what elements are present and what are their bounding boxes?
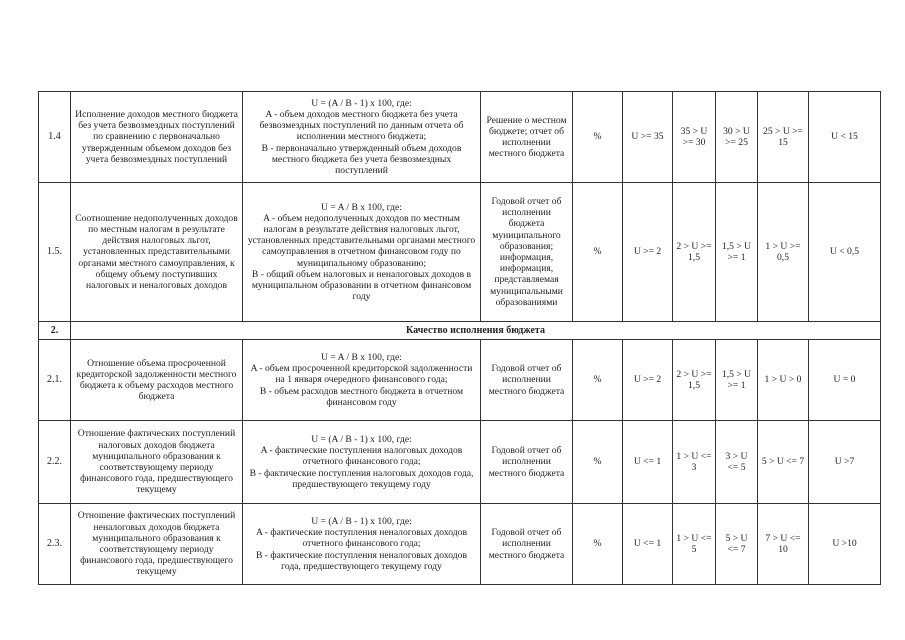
indicator-name: Отношение фактических поступлений налоговых доходов бюджета муниципального образования к соответствующему периоду финансового года, предшествующего текущему	[71, 421, 243, 504]
score-criterion-1: U <= 1	[623, 504, 673, 585]
indicator-unit: %	[573, 421, 623, 504]
indicator-formula: U = A / B x 100, где: A - объем недополученных доходов по местным налогам в результате действия налоговых льгот, установленных представительными органами местного самоуправления в отчетном финансовом году по муниципальному образованию; B - общий объем налоговых и неналоговых доходов в муниципальном образовании в отчетном финансовом году	[243, 183, 481, 322]
indicator-source: Решение о местном бюджете; отчет об исполнении местного бюджета	[481, 92, 573, 183]
score-criterion-2: 2 > U >= 1,5	[673, 340, 716, 421]
score-criterion-3: 1,5 > U >= 1	[716, 340, 758, 421]
score-criterion-5: U < 15	[809, 92, 881, 183]
score-criterion-3: 5 > U <= 7	[716, 504, 758, 585]
indicator-unit: %	[573, 504, 623, 585]
indicator-formula: U = (A / B - 1) x 100, где: A - фактические поступления неналоговых доходов отчетного финансового года; B - фактические поступления неналоговых доходов года, предшествующего текущему году	[243, 504, 481, 585]
indicator-source: Годовой отчет об исполнении бюджета муниципального образования; информация, информация, представляемая муниципальными образованиями	[481, 183, 573, 322]
row-number: 1.5.	[39, 183, 71, 322]
row-number: 1.4	[39, 92, 71, 183]
score-criterion-3: 30 > U >= 25	[716, 92, 758, 183]
score-criterion-1: U >= 35	[623, 92, 673, 183]
indicator-source: Годовой отчет об исполнении местного бюджета	[481, 421, 573, 504]
score-criterion-2: 1 > U <= 3	[673, 421, 716, 504]
indicator-name: Отношение объема просроченной кредиторской задолженности местного бюджета к объему расходов местного бюджета	[71, 340, 243, 421]
section-row	[39, 322, 881, 340]
indicator-formula: U = A / B x 100, где: A - объем просроченной кредиторской задолженности на 1 января очередного финансового года; B - объем расходов местного бюджета в отчетном финансовом году	[243, 340, 481, 421]
score-criterion-2: 35 > U >= 30	[673, 92, 716, 183]
row-number: 2.2.	[39, 421, 71, 504]
score-criterion-4: 25 > U >= 15	[758, 92, 809, 183]
section-title: Качество исполнения бюджета	[71, 322, 881, 340]
indicators-table	[38, 91, 881, 585]
table-row	[39, 421, 881, 504]
indicator-source: Годовой отчет об исполнении местного бюджета	[481, 504, 573, 585]
row-number: 2.1.	[39, 340, 71, 421]
table-row	[39, 92, 881, 183]
indicator-name: Соотношение недополученных доходов по местным налогам в результате действия налоговых льгот, установленных представительными органами местного самоуправления, к общему объему поступивших налоговых и неналоговых доходов	[71, 183, 243, 322]
indicator-name: Исполнение доходов местного бюджета без учета безвозмездных поступлений по сравнению с первоначально утвержденным объемом доходов без учета безвозмездных поступлений	[71, 92, 243, 183]
score-criterion-4: 5 > U <= 7	[758, 421, 809, 504]
score-criterion-4: 1 > U > 0	[758, 340, 809, 421]
indicator-unit: %	[573, 340, 623, 421]
score-criterion-2: 1 > U <= 5	[673, 504, 716, 585]
score-criterion-1: U >= 2	[623, 183, 673, 322]
score-criterion-4: 7 > U <= 10	[758, 504, 809, 585]
indicator-formula: U = (A / B - 1) x 100, где: A - фактические поступления налоговых доходов отчетного финансового года; B - фактические поступления налоговых доходов года, предшествующего текущему году	[243, 421, 481, 504]
score-criterion-5: U >7	[809, 421, 881, 504]
indicator-formula: U = (A / B - 1) x 100, где: A - объем доходов местного бюджета без учета безвозмездных поступлений по данным отчета об исполнении местного бюджета; B - первоначально утвержденный объем доходов местного бюджета без учета безвозмездных поступлений	[243, 92, 481, 183]
table-row	[39, 340, 881, 421]
score-criterion-5: U = 0	[809, 340, 881, 421]
score-criterion-5: U < 0,5	[809, 183, 881, 322]
indicator-unit: %	[573, 92, 623, 183]
section-number: 2.	[39, 322, 71, 340]
score-criterion-3: 3 > U <= 5	[716, 421, 758, 504]
score-criterion-2: 2 > U >= 1,5	[673, 183, 716, 322]
score-criterion-3: 1,5 > U >= 1	[716, 183, 758, 322]
indicator-source: Годовой отчет об исполнении местного бюджета	[481, 340, 573, 421]
indicator-name: Отношение фактических поступлений неналоговых доходов бюджета муниципального образования к соответствующему периоду финансового года, предшествующего текущему	[71, 504, 243, 585]
score-criterion-1: U >= 2	[623, 340, 673, 421]
score-criterion-1: U <= 1	[623, 421, 673, 504]
score-criterion-4: 1 > U >= 0,5	[758, 183, 809, 322]
table-row	[39, 183, 881, 322]
score-criterion-5: U >10	[809, 504, 881, 585]
indicator-unit: %	[573, 183, 623, 322]
row-number: 2.3.	[39, 504, 71, 585]
table-row	[39, 504, 881, 585]
